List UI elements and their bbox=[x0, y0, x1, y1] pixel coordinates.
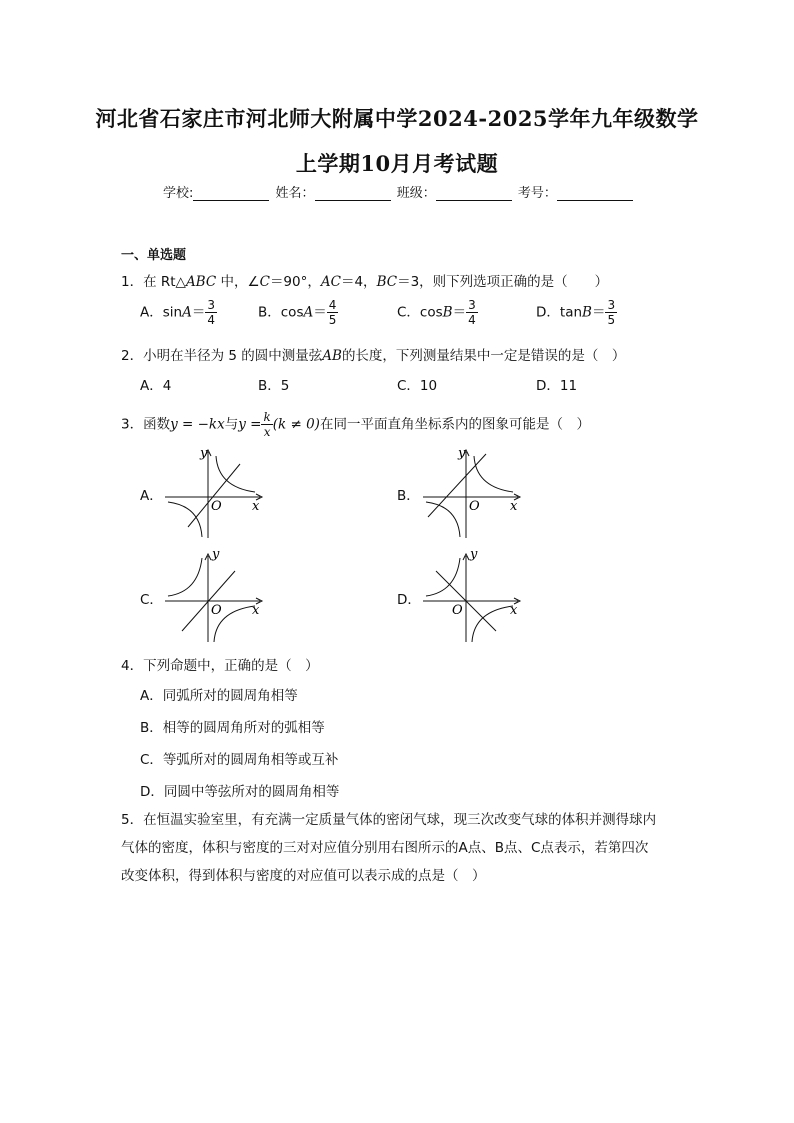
fraction-denominator: 4 bbox=[207, 313, 215, 327]
q1-text: ＝90°， bbox=[269, 274, 321, 290]
q2-option-c[interactable]: C．10 bbox=[397, 378, 438, 394]
option-fraction bbox=[466, 298, 478, 327]
q1-text: ＝3，则下列选项正确的是（ ） bbox=[397, 274, 609, 290]
q3-text: 3．函数 bbox=[121, 416, 171, 433]
student-info-row bbox=[163, 182, 635, 201]
q1-option-d[interactable] bbox=[536, 298, 617, 327]
q4-option-a[interactable]: A．同弧所对的圆周角相等 bbox=[140, 688, 298, 704]
id-blank[interactable] bbox=[557, 187, 633, 201]
option-var: A bbox=[182, 304, 192, 321]
q5-line-2: 气体的密度，体积与密度的三对对应值分别用右图所示的A点、B点、C点表示，若第四次 bbox=[121, 840, 649, 856]
school-label: 学校: bbox=[163, 186, 194, 201]
q4-option-d[interactable]: D．同圆中等弦所对的圆周角相等 bbox=[140, 784, 340, 800]
q3-formula-2-condition: (k ≠ 0) bbox=[272, 416, 320, 433]
q3-option-a-label[interactable]: A． bbox=[140, 488, 163, 504]
question-4-stem: 4．下列命题中，正确的是（ ） bbox=[121, 658, 319, 674]
q3-option-b-label[interactable]: B． bbox=[397, 488, 420, 504]
id-label: 考号： bbox=[517, 186, 557, 201]
origin-label: O bbox=[452, 603, 463, 618]
option-label: A．sin bbox=[140, 304, 183, 321]
y-axis-label: y bbox=[200, 446, 208, 461]
option-eq: ＝ bbox=[591, 304, 606, 321]
q2-option-b[interactable]: B．5 bbox=[258, 378, 290, 394]
q1-option-a[interactable] bbox=[140, 298, 217, 327]
fraction-numerator: 3 bbox=[607, 298, 616, 312]
x-axis-label: x bbox=[510, 603, 518, 618]
option-var: A bbox=[303, 304, 314, 321]
class-label: 班级： bbox=[396, 186, 436, 201]
name-blank[interactable] bbox=[315, 187, 391, 201]
x-axis-label: x bbox=[252, 603, 260, 618]
fraction-denominator: 5 bbox=[607, 313, 616, 327]
x-axis-label: x bbox=[510, 499, 518, 514]
fraction-numerator: 4 bbox=[328, 298, 337, 312]
hyperbola-branch-q3 bbox=[168, 502, 202, 537]
fraction-numerator: 3 bbox=[468, 298, 476, 312]
y-axis-label: y bbox=[458, 446, 466, 461]
option-eq: ＝ bbox=[452, 304, 467, 321]
option-eq: ＝ bbox=[313, 304, 327, 321]
q1-text: ＝4， bbox=[340, 274, 377, 290]
q1-var-bc: BC bbox=[376, 274, 398, 290]
q3-option-d-label[interactable]: D． bbox=[397, 592, 421, 608]
question-5-stem bbox=[121, 806, 681, 890]
origin-label: O bbox=[469, 499, 480, 514]
question-3-stem bbox=[121, 410, 590, 439]
option-label: B．cos bbox=[258, 304, 304, 321]
q3-formula-1: y = −kx bbox=[170, 416, 225, 433]
fraction-numerator: k bbox=[263, 410, 271, 424]
q2-option-a[interactable]: A．4 bbox=[140, 378, 172, 394]
option-var: B bbox=[582, 304, 592, 321]
q3-graph-d[interactable] bbox=[418, 546, 528, 646]
q1-var-ac: AC bbox=[320, 274, 341, 290]
origin-label: O bbox=[211, 603, 222, 618]
q3-formula-2-fraction bbox=[261, 410, 272, 439]
class-blank[interactable] bbox=[436, 187, 512, 201]
q3-graph-a[interactable] bbox=[160, 442, 270, 542]
fraction-denominator: 5 bbox=[328, 313, 337, 327]
option-fraction bbox=[327, 298, 339, 327]
q1-var-abc: ABC bbox=[185, 274, 217, 290]
q4-option-c[interactable]: C．等弧所对的圆周角相等或互补 bbox=[140, 752, 339, 768]
title-line-1: 河北省石家庄市河北师大附属中学2024-2025学年九年级数学 bbox=[95, 106, 699, 131]
q3-option-c-label[interactable]: C． bbox=[140, 592, 163, 608]
option-fraction bbox=[205, 298, 217, 327]
fraction-denominator: 4 bbox=[468, 313, 476, 327]
q4-option-b[interactable]: B．相等的圆周角所对的弧相等 bbox=[140, 720, 325, 736]
section-heading: 一、单选题 bbox=[121, 248, 187, 263]
q2-option-d[interactable]: D．11 bbox=[536, 378, 578, 394]
q1-var-c: C bbox=[259, 274, 270, 290]
school-blank[interactable] bbox=[193, 187, 269, 201]
q2-var-ab: AB bbox=[322, 348, 342, 364]
title-line-2: 上学期10月月考试题 bbox=[295, 151, 499, 176]
q1-option-b[interactable] bbox=[258, 298, 338, 327]
q2-text: 2．小明在半径为 5 的圆中测量弦 bbox=[121, 348, 323, 364]
y-axis-label: y bbox=[470, 547, 478, 562]
option-label: D．tan bbox=[536, 304, 583, 321]
q3-text: 在同一平面直角坐标系内的图象可能是（ ） bbox=[319, 416, 590, 433]
question-2-stem bbox=[121, 344, 625, 364]
x-axis-label: x bbox=[252, 499, 260, 514]
q3-graph-c[interactable] bbox=[160, 546, 270, 646]
question-1-stem bbox=[121, 270, 608, 290]
q3-formula-2-left: y = bbox=[238, 416, 262, 433]
fraction-denominator: x bbox=[263, 425, 271, 439]
fraction-numerator: 3 bbox=[207, 298, 215, 312]
y-axis-label: y bbox=[212, 547, 220, 562]
q5-line-3: 改变体积，得到体积与密度的对应值可以表示成的点是（ ） bbox=[121, 868, 486, 884]
q1-text: 中，∠ bbox=[216, 274, 260, 290]
origin-label: O bbox=[211, 499, 222, 514]
option-var: B bbox=[442, 304, 453, 321]
q3-graph-b[interactable] bbox=[418, 442, 528, 542]
q3-text: 与 bbox=[224, 416, 239, 433]
option-label: C．cos bbox=[397, 304, 443, 321]
option-eq: ＝ bbox=[191, 304, 206, 321]
q2-text: 的长度，下列测量结果中一定是错误的是（ ） bbox=[341, 348, 626, 364]
q1-text: 1．在 Rt△ bbox=[121, 274, 186, 290]
q1-option-c[interactable] bbox=[397, 298, 478, 327]
name-label: 姓名： bbox=[275, 186, 315, 201]
option-fraction bbox=[605, 298, 617, 327]
q5-line-1: 5．在恒温实验室里，有充满一定质量气体的密闭气球，现三次改变气球的体积并测得球内 bbox=[121, 812, 657, 828]
